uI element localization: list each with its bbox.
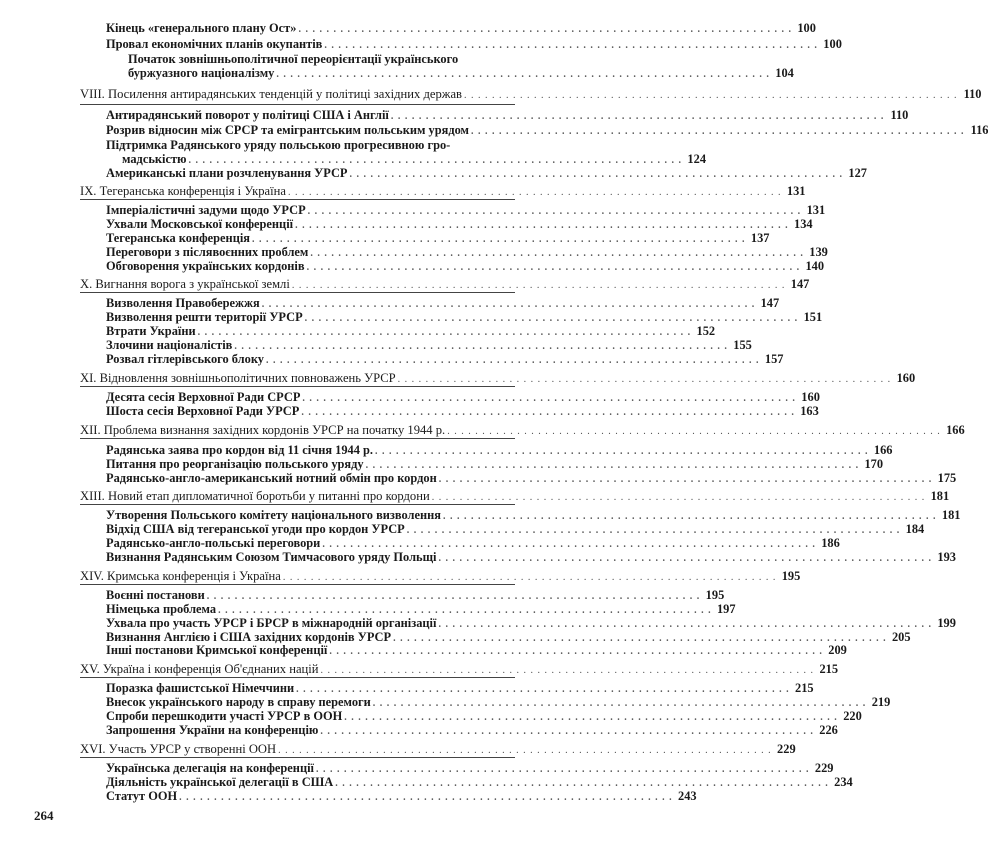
toc-entry-title: Радянсько-англо-американський нотний обмін про кордон <box>106 471 437 485</box>
toc-entry-title: Визнання Радянським Союзом Тимчасового уряду Польщі <box>106 550 437 564</box>
chapter-divider <box>80 757 515 758</box>
toc-entry-page: 243 <box>678 789 697 803</box>
toc-entry-page: 229 <box>814 761 834 775</box>
toc-entry-page: 157 <box>764 352 784 366</box>
toc-entry-title: Діяльність української делегації в США <box>106 775 334 789</box>
toc-entry-page: 234 <box>834 775 853 789</box>
toc-entry-title: Кінець «генерального плану Ост» <box>106 21 297 35</box>
toc-entry-title: Втрати України <box>106 324 196 338</box>
chapter-divider <box>80 438 515 439</box>
toc-chapter-page: 147 <box>790 277 810 291</box>
toc-chapter-title: IX. Тегеранська конференція і Україна <box>80 184 286 198</box>
toc-entry[interactable] <box>106 108 909 124</box>
toc-entry[interactable] <box>106 471 957 487</box>
toc-entry-title: Утворення Польського комітету національного визволення <box>106 508 441 522</box>
toc-entry-page: 124 <box>687 152 707 166</box>
toc-chapter[interactable] <box>80 569 801 585</box>
chapter-divider <box>80 386 515 387</box>
toc-chapter-page: 181 <box>930 489 950 503</box>
toc-chapter[interactable] <box>80 277 810 293</box>
toc-entry[interactable] <box>106 21 816 37</box>
toc-entry-title: Тегеранська конференція <box>106 231 250 245</box>
toc-entry-title: Підтримка Радянського уряду польською прогресивною гро- <box>106 138 451 152</box>
toc-entry[interactable] <box>128 66 794 82</box>
toc-entry-title: Інші постанови Кримської конференції <box>106 643 328 657</box>
toc-entry-page: 155 <box>733 338 752 352</box>
toc-chapter-page: 131 <box>786 184 806 198</box>
toc-entry[interactable] <box>106 550 956 566</box>
toc-entry-page: 160 <box>801 390 820 404</box>
toc-entry-title: Шоста сесія Верховної Ради УРСР <box>106 404 300 418</box>
toc-entry-page: 147 <box>760 296 780 310</box>
toc-entry-title: Антирадянський поворот у політиці США і Англії <box>106 108 389 122</box>
chapter-divider <box>80 677 515 678</box>
toc-entry-page: 110 <box>890 108 909 122</box>
toc-entry-page: 163 <box>800 404 819 418</box>
toc-entry-page: 139 <box>809 245 828 259</box>
toc-entry-page: 199 <box>937 616 956 630</box>
chapter-divider <box>80 104 515 105</box>
toc-entry-page: 131 <box>806 203 826 217</box>
toc-entry-page: 140 <box>805 259 825 273</box>
chapter-divider <box>80 292 515 293</box>
toc-entry-title: Німецька проблема <box>106 602 217 616</box>
toc-entry-title: Десята сесія Верховної Ради СРСР <box>106 390 301 404</box>
toc-entry-title: Американські плани розчленування УРСР <box>106 166 348 180</box>
page-number: 264 <box>34 808 54 823</box>
toc-entry-title: Радянсько-англо-польські переговори <box>106 536 321 550</box>
chapter-divider <box>80 504 515 505</box>
toc-entry-title: Ухвала про участь УРСР і БРСР в міжнародній організації <box>106 616 437 630</box>
toc-entry-page: 195 <box>705 588 725 602</box>
toc-entry-continuation: буржуазного націоналізму <box>128 66 275 80</box>
toc-entry-title: Відхід США від тегеранської угоди про кордон УРСР <box>106 522 405 536</box>
toc-chapter-title: XVI. Участь УРСР у створенні ООН <box>80 742 277 756</box>
toc-entry[interactable] <box>106 404 819 420</box>
toc-entry-page: 116 <box>970 123 988 137</box>
toc-entry-title: Розрив відносин між СРСР та емігрантським польським урядом <box>106 123 469 137</box>
toc-entry-page: 220 <box>843 709 862 723</box>
toc-entry[interactable] <box>106 789 697 805</box>
toc-entry-page: 181 <box>941 508 961 522</box>
toc-entry-title: Воєнні постанови <box>106 588 205 602</box>
toc-entry-page: 197 <box>716 602 736 616</box>
toc-entry-title: Імперіалістичні задуми щодо УРСР <box>106 203 306 217</box>
toc-entry-title: Українська делегація на конференції <box>106 761 314 775</box>
toc-entry[interactable] <box>128 52 540 66</box>
toc-chapter-title: XI. Відновлення зовнішньополітичних повноважень УРСР <box>80 371 396 385</box>
toc-entry-page: 100 <box>797 21 816 35</box>
toc-entry-title: Визнання Англією і США західних кордонів УРСР <box>106 630 392 644</box>
toc-entry-page: 152 <box>696 324 716 338</box>
toc-chapter-title: XII. Проблема визнання західних кордонів УРСР на початку 1944 р. <box>80 423 446 437</box>
toc-entry[interactable] <box>106 259 825 275</box>
toc-entry-continuation: мадськістю <box>122 152 187 166</box>
toc-entry-title: Початок зовнішньополітичної переорієнтації українського <box>128 52 459 66</box>
toc-entry-page: 175 <box>937 471 957 485</box>
chapter-divider <box>80 584 515 585</box>
toc-entry-title: Провал економічних планів окупантів <box>106 37 323 51</box>
toc-chapter[interactable] <box>80 87 982 103</box>
toc-entry-page: 205 <box>891 630 911 644</box>
toc-entry-title: Переговори з післявоєнних проблем <box>106 245 309 259</box>
toc-entry-title: Поразка фашистської Німеччини <box>106 681 295 695</box>
toc-chapter-page: 195 <box>781 569 801 583</box>
toc-chapter[interactable] <box>80 662 839 678</box>
toc-chapter[interactable] <box>80 742 796 758</box>
toc-chapter-title: XIII. Новий етап дипломатичної боротьби у питанні про кордони <box>80 489 430 503</box>
toc-chapter-page: 160 <box>896 371 916 385</box>
toc-entry-page: 166 <box>873 443 893 457</box>
toc-entry[interactable] <box>106 723 838 739</box>
toc-entry[interactable] <box>106 643 847 659</box>
toc-entry[interactable] <box>106 37 842 53</box>
toc-entry-title: Внесок українського народу в справу перемоги <box>106 695 371 709</box>
toc-entry-title: Питання про реорганізацію польського уряду <box>106 457 364 471</box>
toc-chapter[interactable] <box>80 184 806 200</box>
toc-chapter-page: 215 <box>819 662 839 676</box>
toc-chapter[interactable] <box>80 423 965 439</box>
toc-entry-page: 151 <box>803 310 823 324</box>
toc-chapter-title: XIV. Кримська конференція і Україна <box>80 569 281 583</box>
toc-entry-title: Обговорення українських кордонів <box>106 259 305 273</box>
toc-entry-title: Статут ООН <box>106 789 178 803</box>
toc-entry[interactable] <box>106 138 540 152</box>
toc-entry-page: 193 <box>937 550 956 564</box>
toc-entry-page: 127 <box>848 166 867 180</box>
toc-entry-title: Радянська заява про кордон від 11 січня 1944 р. <box>106 443 373 457</box>
toc-entry-title: Спроби перешкодити участі УРСР в ООН <box>106 709 343 723</box>
toc-chapter-title: XV. Україна і конференція Об'єднаних націй <box>80 662 319 676</box>
chapter-divider <box>80 199 515 200</box>
toc-chapter[interactable] <box>80 489 950 505</box>
toc-entry[interactable] <box>106 352 784 368</box>
toc-entry-page: 186 <box>821 536 840 550</box>
toc-chapter-page: 166 <box>946 423 965 437</box>
toc-chapter[interactable] <box>80 371 916 387</box>
toc-entry-page: 104 <box>775 66 794 80</box>
toc-chapter-title: X. Вигнання ворога з української землі <box>80 277 290 291</box>
toc-entry-page: 209 <box>828 643 847 657</box>
toc-entry-page: 137 <box>750 231 770 245</box>
toc-chapter-title: VIII. Посилення антирадянських тенденцій у політиці західних держав <box>80 87 462 101</box>
toc-entry-page: 226 <box>819 723 838 737</box>
toc-entry-page: 170 <box>864 457 884 471</box>
toc-entry[interactable] <box>106 166 867 182</box>
toc-entry-page: 134 <box>794 217 813 231</box>
toc-entry-page: 184 <box>905 522 925 536</box>
toc-entry[interactable] <box>106 123 988 139</box>
toc-entry-title: Ухвали Московської конференції <box>106 217 294 231</box>
toc-entry-page: 215 <box>795 681 814 695</box>
toc-entry-title: Запрошення України на конференцію <box>106 723 319 737</box>
toc-chapter-page: 110 <box>963 87 982 101</box>
toc-entry-title: Визволення Правобережжя <box>106 296 260 310</box>
toc-entry-title: Злочини націоналістів <box>106 338 233 352</box>
toc-entry-page: 100 <box>823 37 842 51</box>
toc-entry-title: Розвал гітлерівського блоку <box>106 352 264 366</box>
toc-chapter-page: 229 <box>777 742 796 756</box>
toc-entry-page: 219 <box>871 695 891 709</box>
toc-entry-title: Визволення решти території УРСР <box>106 310 303 324</box>
